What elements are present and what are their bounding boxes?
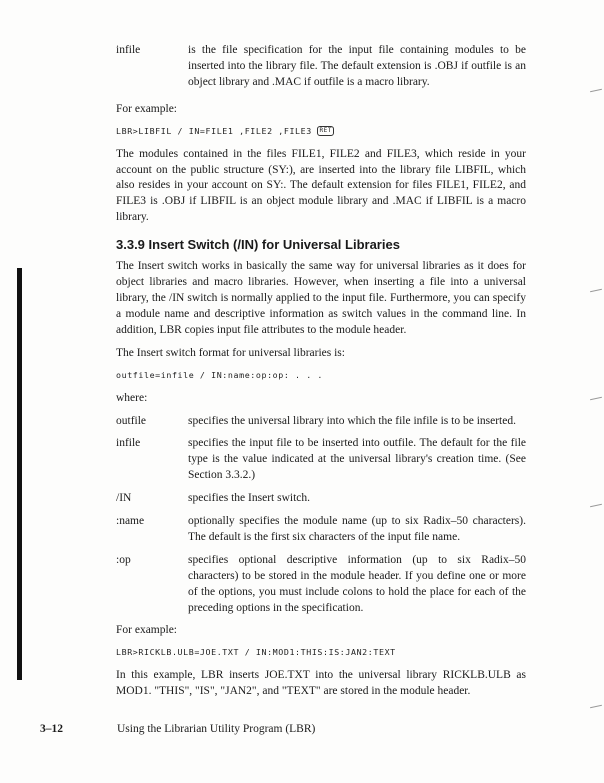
def-text: is the file specification for the input file containing modules to be inserted into the library file. The default extension is .OBJ if outfile is an object library and .MAC if outfile is a macro library. — [188, 44, 526, 88]
page-body — [40, 43, 526, 738]
code-example-2: outfile=infile / IN:name:op:op: . . . — [116, 369, 324, 380]
scan-mark — [590, 504, 602, 507]
page-footer — [40, 722, 526, 738]
code-text: LBR>LIBFIL / IN=FILE1 ,FILE2 ,FILE3 — [116, 125, 312, 136]
scan-mark — [590, 289, 602, 292]
section-heading: 3.3.9 Insert Switch (/IN) for Universal Libraries — [116, 237, 400, 253]
paragraph: In this example, LBR inserts JOE.TXT into the universal library RICKLB.ULB as MOD1. "THIS", "IS", "JAN2", and "TEXT" are stored in the module header. — [116, 669, 526, 698]
def-term: /IN — [116, 492, 132, 505]
scan-mark — [590, 89, 602, 92]
for-example-label: For example: — [116, 102, 177, 115]
def-term: :name — [116, 515, 145, 528]
paragraph: The Insert switch format for universal libraries is: — [116, 346, 345, 359]
where-label: where: — [116, 391, 148, 404]
definition-row — [116, 491, 526, 507]
for-example-label: For example: — [116, 624, 177, 637]
paragraph: The Insert switch works in basically the same way for universal libraries as it does for object libraries and macro libraries. However, when inserting a file into a universal library, the /IN switch is normally applied to the input file. Furthermore, you can specify a module name and descriptive information as switch values in the command line. In addition, LBR copies input file attributes to the module header. — [116, 260, 526, 336]
def-term: infile — [116, 437, 141, 450]
definition-row — [116, 414, 526, 430]
definition-row — [116, 436, 526, 484]
def-text: specifies the input file to be inserted into outfile. The default for the file type is the value indicated at the universal library's creation time. (See Section 3.3.2.) — [188, 437, 526, 482]
def-text: specifies optional descriptive information (up to six Radix–50 characters) to be stored in the module header. If you define one or more of the options, you must include colons to hold the place for each of the preceding options in the specification. — [188, 553, 526, 614]
return-key-icon: RET — [319, 127, 333, 135]
definition-row — [116, 514, 526, 546]
def-term: :op — [116, 553, 131, 566]
code-example-3: LBR>RICKLB.ULB=JOE.TXT / IN:MOD1:THIS:IS:JAN2:TEXT — [116, 647, 396, 658]
page-number: 3–12 — [40, 723, 63, 736]
paragraph: The modules contained in the files FILE1, FILE2 and FILE3, which reside in your account on the public structure (SY:), are inserted into the library file LIBFIL, which also resides in your account on SY:. The default extension for files FILE1, FILE2, and FILE3 is .OBJ if LIBFIL is an object module library and .MAC if LIBFIL is a macro library. — [116, 147, 526, 224]
def-text: optionally specifies the module name (up to six Radix–50 characters). The default is the first six characters of the input file name. — [188, 515, 526, 543]
def-term: outfile — [116, 414, 147, 427]
def-text: specifies the universal library into which the file infile is to be inserted. — [188, 414, 516, 427]
change-bar — [17, 268, 22, 680]
def-term: infile — [116, 44, 141, 56]
def-text: specifies the Insert switch. — [188, 492, 310, 505]
definition-row — [116, 43, 526, 91]
scan-mark — [590, 705, 602, 708]
code-example-1 — [116, 125, 526, 137]
footer-title: Using the Librarian Utility Program (LBR) — [117, 723, 316, 736]
scan-mark — [590, 397, 602, 400]
definition-row — [116, 553, 526, 617]
